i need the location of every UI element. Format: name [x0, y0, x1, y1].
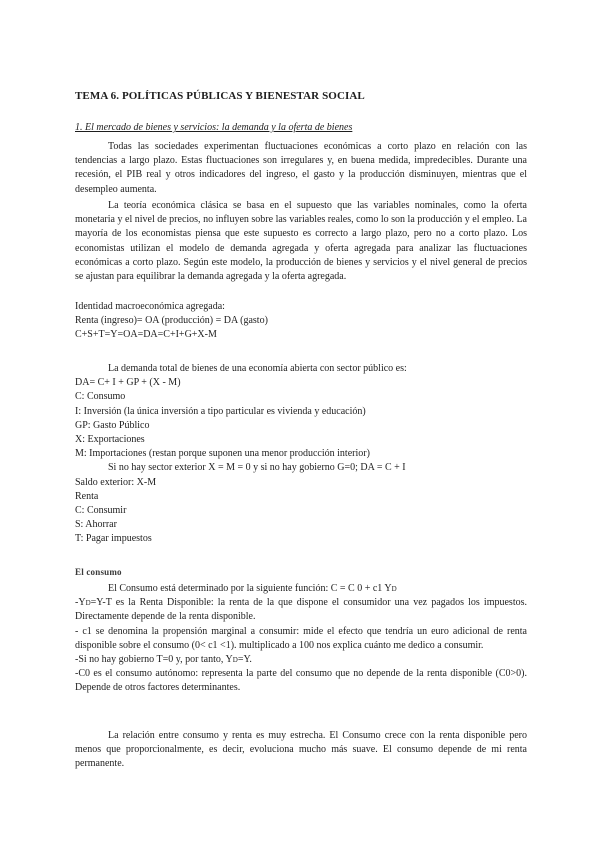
consumo-function-sub: D [391, 585, 397, 593]
identity-block [75, 300, 527, 343]
identity-line-1: Renta (ingreso)= OA (producción) = DA (gasto) [75, 315, 268, 327]
demand-item: I: Inversión (la única inversión a tipo particular es vivienda y educación) [75, 405, 366, 417]
demand-block [75, 362, 527, 547]
no-gov-prefix: -Si no hay gobierno T=0 y, por tanto, Y [75, 654, 233, 666]
no-gov-suffix: =Y. [237, 654, 252, 666]
demand-item: M: Importaciones (restan porque suponen una menor producción interior) [75, 448, 370, 460]
no-sector-line: Si no hay sector exterior X = M = 0 y si no hay gobierno G=0; DA = C + I [108, 462, 406, 474]
consumo-function-text: El Consumo está determinado por la siguiente función: C = C 0 + c1 Y [108, 583, 392, 594]
renta-item: T: Pagar impuestos [75, 533, 152, 545]
demand-formula: DA= C+ I + GP + (X - M) [75, 377, 181, 389]
no-gov-line [75, 653, 527, 667]
identity-line-2: C+S+T=Y=OA=DA=C+I+G+X-M [75, 329, 217, 341]
intro-paragraph-2: La teoría económica clásica se basa en el supuesto que las variables nominales, como la oferta monetaria y el nivel de precios, no influyen sobre las variables reales, como lo son la producción y el empleo. La mayoría de los economistas piensa que este supuesto es correcto a largo plazo, pero no a corto plazo. Los economistas utilizan el modelo de demanda agregada y oferta agregada para analizar las fluctuaciones económicas a corto plazo. Según este modelo, la producción de bienes y servicios y el nivel general de precios se ajustan para equilibrar la demanda agregada y la oferta agregada. [75, 200, 527, 283]
renta-item: C: Consumir [75, 505, 127, 517]
intro-paragraph-1: Todas las sociedades experimentan fluctuaciones económicas a corto plazo en relación con las tendencias a largo plazo. Estas fluctuaciones son irregulares y, en buena medida, impredecibles. Durante una recesión, el PIB real y otros indicadores del ingreso, el gasto y la producción disminuyen, mientras que el desempleo aumenta. [75, 141, 527, 195]
page-title: TEMA 6. POLÍTICAS PÚBLICAS Y BIENESTAR SOCIAL [75, 90, 365, 102]
yd-text: =Y-T es la Renta Disponible: la renta de la que dispone el consumidor una vez pagados los impuestos. Directamente depende de la renta disponible. [75, 597, 527, 623]
renta-item: S: Ahorrar [75, 519, 117, 531]
demand-item: GP: Gasto Público [75, 419, 150, 431]
c0-paragraph: -C0 es el consumo autónomo: representa la parte del consumo que no depende de la renta disponible (C0>0). Depende de otros factores determinantes. [75, 668, 527, 694]
consumo-function [75, 582, 527, 596]
consumo-heading-text: El consumo [75, 567, 122, 577]
c1-paragraph: - c1 se denomina la propensión marginal a consumir: mide el efecto que tendría un euro adicional de renta disponible sobre el consumo (0< c1 <1). multiplicado a 100 nos explica cuánto me dedico a consumir. [75, 625, 527, 651]
identity-label: Identidad macroeconómica agregada: [75, 301, 225, 312]
renta-label: Renta [75, 490, 99, 502]
yd-paragraph [75, 596, 527, 624]
demand-item: X: Exportaciones [75, 434, 145, 446]
no-gov-sub: D [232, 656, 238, 665]
consumo-heading [75, 565, 527, 579]
closing-paragraph: La relación entre consumo y renta es muy estrecha. El Consumo crece con la renta disponible pero menos que proporcionalmente, es decir, evoluciona mucho más suave. El consumo depende de mi renta permanente. [75, 730, 527, 770]
yd-sub: D [85, 599, 91, 608]
yd-prefix: -Y [75, 597, 86, 609]
section-subtitle: 1. El mercado de bienes y servicios: la demanda y la oferta de bienes [75, 122, 353, 133]
consumo-block [75, 582, 527, 696]
saldo-exterior: Saldo exterior: X-M [75, 476, 157, 488]
demand-intro: La demanda total de bienes de una economía abierta con sector público es: [108, 363, 407, 374]
demand-item: C: Consumo [75, 391, 126, 403]
